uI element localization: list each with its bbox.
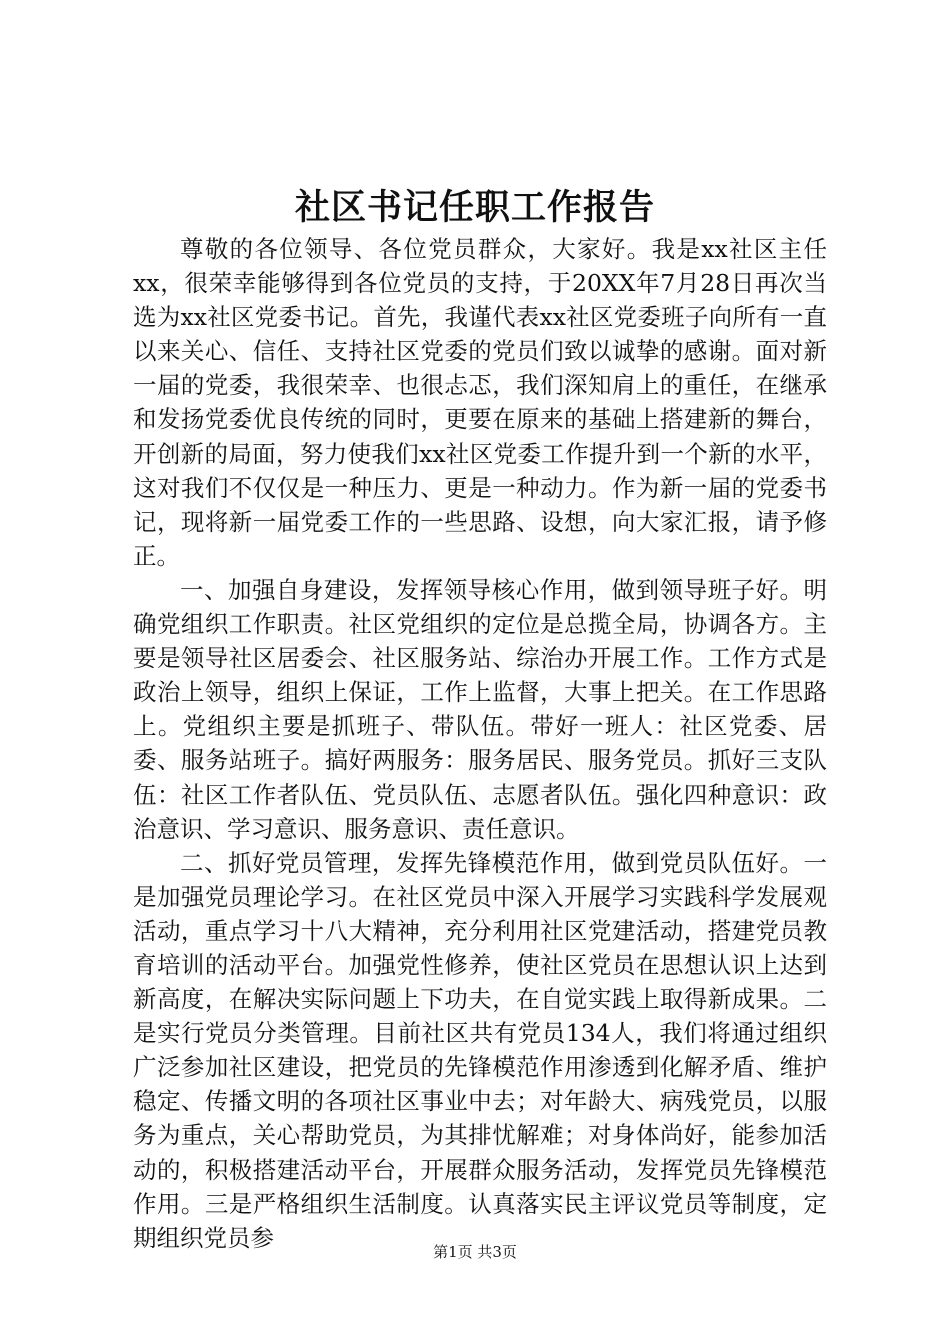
document-body bbox=[133, 232, 827, 1255]
paragraph-section-1: 一、加强自身建设，发挥领导核心作用，做到领导班子好。明确党组织工作职责。社区党组织的定位是总揽全局，协调各方。主要是领导社区居委会、社区服务站、综治办开展工作。工作方式是政治上领导，组织上保证，工作上监督，大事上把关。在工作思路上。党组织主要是抓班子、带队伍。带好一班人：社区党委、居委、服务站班子。搞好两服务：服务居民、服务党员。抓好三支队伍：社区工作者队伍、党员队伍、志愿者队伍。强化四种意识：政治意识、学习意识、服务意识、责任意识。 bbox=[133, 575, 827, 843]
page-footer: 第1页 共3页 bbox=[433, 1243, 517, 1261]
paragraph-intro: 尊敬的各位领导、各位党员群众，大家好。我是xx社区主任xx，很荣幸能够得到各位党员的支持，于20XX年7月28日再次当选为xx社区党委书记。首先，我谨代表xx社区党委班子向所有一直以来关心、信任、支持社区党委的党员们致以诚挚的感谢。面对新一届的党委，我很荣幸、也很忐忑，我们深知肩上的重任，在继承和发扬党委优良传统的同时，更要在原来的基础上搭建新的舞台，开创新的局面，努力使我们xx社区党委工作提升到一个新的水平，这对我们不仅仅是一种压力、更是一种动力。作为新一届的党委书记，现将新一届党委工作的一些思路、设想，向大家汇报，请予修正。 bbox=[133, 235, 827, 570]
paragraph-section-2: 二、抓好党员管理，发挥先锋模范作用，做到党员队伍好。一是加强党员理论学习。在社区党员中深入开展学习实践科学发展观活动，重点学习十八大精神，充分利用社区党建活动，搭建党员教育培训的活动平台。加强党性修养，使社区党员在思想认识上达到新高度，在解决实际问题上下功夫，在自觉实践上取得新成果。二是实行党员分类管理。目前社区共有党员134人，我们将通过组织广泛参加社区建设，把党员的先锋模范作用渗透到化解矛盾、维护稳定、传播文明的各项社区事业中去；对年龄大、病残党员，以服务为重点，关心帮助党员，为其排忧解难；对身体尚好，能参加活动的，积极搭建活动平台，开展群众服务活动，发挥党员先锋模范作用。三是严格组织生活制度。认真落实民主评议党员等制度，定期组织党员参 bbox=[133, 848, 827, 1252]
document-title: 社区书记任职工作报告 bbox=[294, 187, 655, 228]
